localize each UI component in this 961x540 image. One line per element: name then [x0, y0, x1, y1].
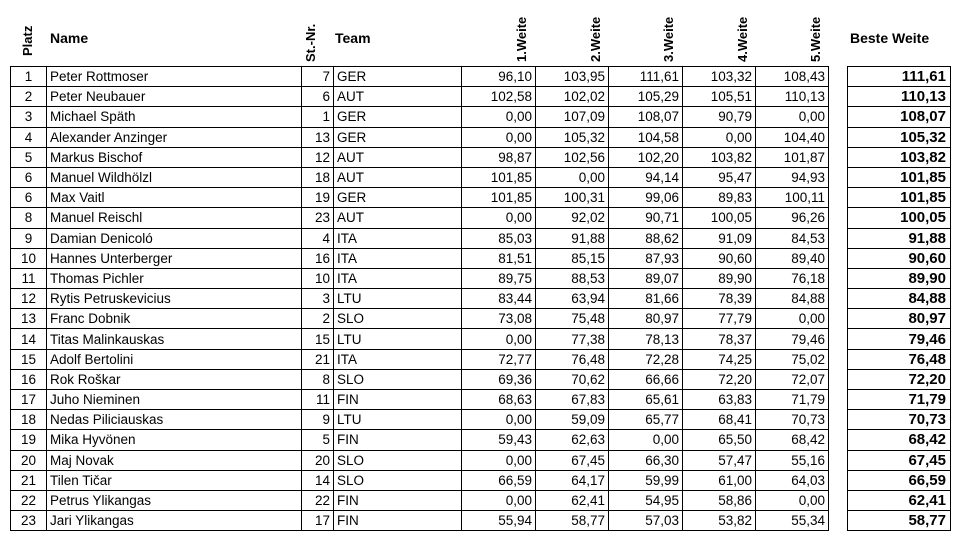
jump-1-cell: 68,63	[462, 390, 536, 410]
start-number-cell: 19	[302, 188, 334, 208]
jump-2-cell: 76,48	[536, 349, 609, 369]
jump-1-cell: 73,08	[462, 309, 536, 329]
start-number-cell: 4	[302, 228, 334, 248]
name-cell: Maj Novak	[47, 450, 302, 470]
jump-3-cell: 66,66	[609, 369, 683, 389]
best-distance-cell: 84,88	[848, 289, 951, 309]
table-row	[11, 228, 829, 248]
jump-2-cell: 63,94	[536, 289, 609, 309]
rank-cell: 13	[11, 309, 47, 329]
start-number-cell: 21	[302, 349, 334, 369]
name-cell: Rok Roškar	[47, 369, 302, 389]
rank-cell: 19	[11, 430, 47, 450]
jump-2-cell: 58,77	[536, 511, 609, 531]
best-distance-cell: 68,42	[848, 430, 951, 450]
name-cell: Tilen Tičar	[47, 470, 302, 490]
jump-1-cell: 0,00	[462, 329, 536, 349]
rank-cell: 12	[11, 289, 47, 309]
rank-cell: 9	[11, 228, 47, 248]
team-cell: GER	[334, 107, 462, 127]
jump-5-cell: 79,46	[756, 329, 829, 349]
jump-4-cell: 68,41	[683, 410, 756, 430]
best-distance-cell: 111,61	[848, 67, 951, 87]
jump-5-cell: 84,88	[756, 289, 829, 309]
jump-3-cell: 89,07	[609, 268, 683, 288]
name-cell: Peter Rottmoser	[47, 67, 302, 87]
jump-3-cell: 105,29	[609, 87, 683, 107]
start-number-cell: 1	[302, 107, 334, 127]
jump-2-cell: 70,62	[536, 369, 609, 389]
jump-1-cell: 101,85	[462, 167, 536, 187]
rank-cell: 20	[11, 450, 47, 470]
jump-4-cell: 72,20	[683, 369, 756, 389]
jump-4-cell: 78,39	[683, 289, 756, 309]
jump-4-cell: 74,25	[683, 349, 756, 369]
table-row	[11, 107, 829, 127]
start-number-cell: 20	[302, 450, 334, 470]
name-cell: Max Vaitl	[47, 188, 302, 208]
jump-1-cell: 83,44	[462, 289, 536, 309]
best-row	[848, 309, 951, 329]
table-row	[11, 67, 829, 87]
name-cell: Juho Nieminen	[47, 390, 302, 410]
jump-2-cell: 67,83	[536, 390, 609, 410]
start-number-cell: 16	[302, 248, 334, 268]
best-row	[848, 188, 951, 208]
jump-3-cell: 59,99	[609, 470, 683, 490]
name-cell: Rytis Petruskevicius	[47, 289, 302, 309]
table-row	[11, 268, 829, 288]
jump-1-cell: 0,00	[462, 410, 536, 430]
jump-4-cell: 103,82	[683, 147, 756, 167]
header-jump-1: 1.Weite	[514, 16, 529, 62]
jump-4-cell: 53,82	[683, 511, 756, 531]
jump-3-cell: 80,97	[609, 309, 683, 329]
best-row	[848, 268, 951, 288]
start-number-cell: 3	[302, 289, 334, 309]
table-row	[11, 430, 829, 450]
jump-5-cell: 108,43	[756, 67, 829, 87]
name-cell: Peter Neubauer	[47, 87, 302, 107]
rank-cell: 11	[11, 268, 47, 288]
header-best-distance: Beste Weite	[850, 30, 930, 46]
jump-3-cell: 104,58	[609, 127, 683, 147]
rank-cell: 6	[11, 167, 47, 187]
jump-2-cell: 75,48	[536, 309, 609, 329]
best-distance-cell: 71,79	[848, 390, 951, 410]
team-cell: SLO	[334, 309, 462, 329]
name-cell: Manuel Reischl	[47, 208, 302, 228]
start-number-cell: 14	[302, 470, 334, 490]
team-cell: AUT	[334, 147, 462, 167]
team-cell: ITA	[334, 268, 462, 288]
header-team: Team	[335, 30, 371, 46]
results-table	[10, 66, 829, 531]
name-cell: Alexander Anzinger	[47, 127, 302, 147]
name-cell: Adolf Bertolini	[47, 349, 302, 369]
jump-5-cell: 0,00	[756, 490, 829, 510]
start-number-cell: 22	[302, 490, 334, 510]
header-jump-5: 5.Weite	[808, 16, 823, 62]
jump-5-cell: 110,13	[756, 87, 829, 107]
best-row	[848, 369, 951, 389]
jump-3-cell: 78,13	[609, 329, 683, 349]
name-cell: Michael Späth	[47, 107, 302, 127]
jump-4-cell: 57,47	[683, 450, 756, 470]
jump-2-cell: 100,31	[536, 188, 609, 208]
team-cell: SLO	[334, 470, 462, 490]
start-number-cell: 7	[302, 67, 334, 87]
team-cell: GER	[334, 127, 462, 147]
jump-1-cell: 101,85	[462, 188, 536, 208]
name-cell: Petrus Ylikangas	[47, 490, 302, 510]
rank-cell: 22	[11, 490, 47, 510]
jump-1-cell: 85,03	[462, 228, 536, 248]
table-row	[11, 127, 829, 147]
best-row	[848, 127, 951, 147]
start-number-cell: 5	[302, 430, 334, 450]
jump-5-cell: 75,02	[756, 349, 829, 369]
best-distance-cell: 66,59	[848, 470, 951, 490]
jump-5-cell: 76,18	[756, 268, 829, 288]
header-name: Name	[50, 30, 89, 46]
start-number-cell: 2	[302, 309, 334, 329]
team-cell: LTU	[334, 329, 462, 349]
table-row	[11, 248, 829, 268]
table-row	[11, 470, 829, 490]
name-cell: Damian Denicoló	[47, 228, 302, 248]
rank-cell: 18	[11, 410, 47, 430]
team-cell: AUT	[334, 87, 462, 107]
jump-1-cell: 102,58	[462, 87, 536, 107]
jump-5-cell: 96,26	[756, 208, 829, 228]
name-cell: Hannes Unterberger	[47, 248, 302, 268]
jump-3-cell: 87,93	[609, 248, 683, 268]
table-row	[11, 410, 829, 430]
jump-3-cell: 90,71	[609, 208, 683, 228]
best-distance-cell: 89,90	[848, 268, 951, 288]
best-row	[848, 349, 951, 369]
best-distance-cell: 72,20	[848, 369, 951, 389]
team-cell: SLO	[334, 369, 462, 389]
jump-1-cell: 72,77	[462, 349, 536, 369]
name-cell: Markus Bischof	[47, 147, 302, 167]
table-row	[11, 349, 829, 369]
jump-4-cell: 90,79	[683, 107, 756, 127]
rank-cell: 23	[11, 511, 47, 531]
jump-5-cell: 55,16	[756, 450, 829, 470]
start-number-cell: 23	[302, 208, 334, 228]
team-cell: AUT	[334, 167, 462, 187]
jump-5-cell: 55,34	[756, 511, 829, 531]
jump-4-cell: 78,37	[683, 329, 756, 349]
jump-4-cell: 0,00	[683, 127, 756, 147]
rank-cell: 8	[11, 208, 47, 228]
best-row	[848, 167, 951, 187]
jump-3-cell: 57,03	[609, 511, 683, 531]
jump-5-cell: 0,00	[756, 107, 829, 127]
best-distance-cell: 103,82	[848, 147, 951, 167]
best-distance-cell: 100,05	[848, 208, 951, 228]
header-jump-3: 3.Weite	[661, 16, 676, 62]
best-row	[848, 490, 951, 510]
jump-3-cell: 88,62	[609, 228, 683, 248]
name-cell: Mika Hyvönen	[47, 430, 302, 450]
best-row	[848, 67, 951, 87]
best-distance-cell: 76,48	[848, 349, 951, 369]
jump-3-cell: 54,95	[609, 490, 683, 510]
team-cell: SLO	[334, 450, 462, 470]
jump-5-cell: 101,87	[756, 147, 829, 167]
best-row	[848, 430, 951, 450]
start-number-cell: 10	[302, 268, 334, 288]
table-row	[11, 390, 829, 410]
rank-cell: 14	[11, 329, 47, 349]
name-cell: Franc Dobnik	[47, 309, 302, 329]
rank-cell: 2	[11, 87, 47, 107]
team-cell: FIN	[334, 390, 462, 410]
rank-cell: 15	[11, 349, 47, 369]
rank-cell: 5	[11, 147, 47, 167]
best-distance-cell: 91,88	[848, 228, 951, 248]
start-number-cell: 13	[302, 127, 334, 147]
jump-1-cell: 98,87	[462, 147, 536, 167]
jump-5-cell: 100,11	[756, 188, 829, 208]
jump-4-cell: 100,05	[683, 208, 756, 228]
jump-1-cell: 0,00	[462, 208, 536, 228]
start-number-cell: 15	[302, 329, 334, 349]
jump-3-cell: 65,77	[609, 410, 683, 430]
start-number-cell: 8	[302, 369, 334, 389]
jump-4-cell: 90,60	[683, 248, 756, 268]
table-row	[11, 147, 829, 167]
jump-2-cell: 102,56	[536, 147, 609, 167]
jump-2-cell: 59,09	[536, 410, 609, 430]
rank-cell: 4	[11, 127, 47, 147]
jump-4-cell: 91,09	[683, 228, 756, 248]
jump-2-cell: 88,53	[536, 268, 609, 288]
jump-4-cell: 105,51	[683, 87, 756, 107]
best-distance-cell: 101,85	[848, 188, 951, 208]
best-row	[848, 470, 951, 490]
jump-4-cell: 61,00	[683, 470, 756, 490]
jump-5-cell: 94,93	[756, 167, 829, 187]
name-cell: Jari Ylikangas	[47, 511, 302, 531]
jump-2-cell: 103,95	[536, 67, 609, 87]
jump-3-cell: 108,07	[609, 107, 683, 127]
best-distance-cell: 62,41	[848, 490, 951, 510]
header-start-number: St.-Nr.	[303, 23, 318, 62]
jump-4-cell: 89,90	[683, 268, 756, 288]
jump-3-cell: 111,61	[609, 67, 683, 87]
jump-5-cell: 72,07	[756, 369, 829, 389]
jump-5-cell: 68,42	[756, 430, 829, 450]
header-platz: Platz	[20, 25, 35, 56]
jump-3-cell: 66,30	[609, 450, 683, 470]
jump-5-cell: 70,73	[756, 410, 829, 430]
jump-5-cell: 84,53	[756, 228, 829, 248]
best-distance-cell: 67,45	[848, 450, 951, 470]
jump-5-cell: 0,00	[756, 309, 829, 329]
team-cell: ITA	[334, 349, 462, 369]
jump-1-cell: 0,00	[462, 450, 536, 470]
best-row	[848, 289, 951, 309]
jump-3-cell: 102,20	[609, 147, 683, 167]
name-cell: Manuel Wildhölzl	[47, 167, 302, 187]
jump-1-cell: 0,00	[462, 107, 536, 127]
jump-4-cell: 63,83	[683, 390, 756, 410]
rank-cell: 3	[11, 107, 47, 127]
table-row	[11, 87, 829, 107]
table-row	[11, 289, 829, 309]
best-distance-cell: 80,97	[848, 309, 951, 329]
team-cell: AUT	[334, 208, 462, 228]
jump-3-cell: 65,61	[609, 390, 683, 410]
jump-4-cell: 95,47	[683, 167, 756, 187]
start-number-cell: 9	[302, 410, 334, 430]
jump-1-cell: 0,00	[462, 490, 536, 510]
jump-1-cell: 69,36	[462, 369, 536, 389]
jump-5-cell: 71,79	[756, 390, 829, 410]
name-cell: Thomas Pichler	[47, 268, 302, 288]
table-row	[11, 329, 829, 349]
jump-5-cell: 64,03	[756, 470, 829, 490]
best-row	[848, 87, 951, 107]
rank-cell: 6	[11, 188, 47, 208]
best-row	[848, 450, 951, 470]
best-row	[848, 390, 951, 410]
jump-3-cell: 94,14	[609, 167, 683, 187]
jump-1-cell: 0,00	[462, 127, 536, 147]
best-distance-cell: 79,46	[848, 329, 951, 349]
jump-3-cell: 72,28	[609, 349, 683, 369]
best-row	[848, 107, 951, 127]
team-cell: ITA	[334, 248, 462, 268]
best-distance-cell: 101,85	[848, 167, 951, 187]
team-cell: LTU	[334, 289, 462, 309]
table-row	[11, 490, 829, 510]
table-row	[11, 188, 829, 208]
best-row	[848, 228, 951, 248]
jump-1-cell: 66,59	[462, 470, 536, 490]
table-row	[11, 309, 829, 329]
start-number-cell: 6	[302, 87, 334, 107]
table-row	[11, 167, 829, 187]
best-distance-cell: 90,60	[848, 248, 951, 268]
jump-3-cell: 0,00	[609, 430, 683, 450]
best-distance-cell: 108,07	[848, 107, 951, 127]
jump-2-cell: 91,88	[536, 228, 609, 248]
jump-3-cell: 81,66	[609, 289, 683, 309]
team-cell: GER	[334, 67, 462, 87]
best-distance-cell: 58,77	[848, 511, 951, 531]
start-number-cell: 18	[302, 167, 334, 187]
name-cell: Titas Malinkauskas	[47, 329, 302, 349]
table-row	[11, 208, 829, 228]
jump-2-cell: 105,32	[536, 127, 609, 147]
team-cell: ITA	[334, 228, 462, 248]
jump-3-cell: 99,06	[609, 188, 683, 208]
jump-2-cell: 67,45	[536, 450, 609, 470]
jump-2-cell: 64,17	[536, 470, 609, 490]
best-distance-cell: 110,13	[848, 87, 951, 107]
jump-2-cell: 102,02	[536, 87, 609, 107]
best-distance-cell: 105,32	[848, 127, 951, 147]
best-distance-cell: 70,73	[848, 410, 951, 430]
jump-2-cell: 85,15	[536, 248, 609, 268]
jump-2-cell: 92,02	[536, 208, 609, 228]
jump-4-cell: 89,83	[683, 188, 756, 208]
team-cell: GER	[334, 188, 462, 208]
jump-4-cell: 103,32	[683, 67, 756, 87]
best-row	[848, 147, 951, 167]
rank-cell: 21	[11, 470, 47, 490]
start-number-cell: 17	[302, 511, 334, 531]
table-row	[11, 450, 829, 470]
jump-2-cell: 107,09	[536, 107, 609, 127]
jump-2-cell: 62,63	[536, 430, 609, 450]
rank-cell: 10	[11, 248, 47, 268]
jump-2-cell: 62,41	[536, 490, 609, 510]
table-row	[11, 511, 829, 531]
jump-1-cell: 81,51	[462, 248, 536, 268]
jump-5-cell: 89,40	[756, 248, 829, 268]
team-cell: FIN	[334, 490, 462, 510]
jump-1-cell: 96,10	[462, 67, 536, 87]
team-cell: LTU	[334, 410, 462, 430]
best-row	[848, 208, 951, 228]
jump-4-cell: 77,79	[683, 309, 756, 329]
jump-1-cell: 55,94	[462, 511, 536, 531]
rank-cell: 17	[11, 390, 47, 410]
best-row	[848, 511, 951, 531]
rank-cell: 1	[11, 67, 47, 87]
jump-4-cell: 58,86	[683, 490, 756, 510]
start-number-cell: 11	[302, 390, 334, 410]
jump-4-cell: 65,50	[683, 430, 756, 450]
jump-2-cell: 77,38	[536, 329, 609, 349]
name-cell: Nedas Piliciauskas	[47, 410, 302, 430]
header-jump-2: 2.Weite	[588, 16, 603, 62]
header-jump-4: 4.Weite	[735, 16, 750, 62]
best-distance-table	[847, 66, 951, 531]
jump-1-cell: 89,75	[462, 268, 536, 288]
rank-cell: 16	[11, 369, 47, 389]
jump-1-cell: 59,43	[462, 430, 536, 450]
best-row	[848, 248, 951, 268]
start-number-cell: 12	[302, 147, 334, 167]
team-cell: FIN	[334, 430, 462, 450]
table-row	[11, 369, 829, 389]
best-row	[848, 329, 951, 349]
best-row	[848, 410, 951, 430]
jump-5-cell: 104,40	[756, 127, 829, 147]
jump-2-cell: 0,00	[536, 167, 609, 187]
team-cell: FIN	[334, 511, 462, 531]
